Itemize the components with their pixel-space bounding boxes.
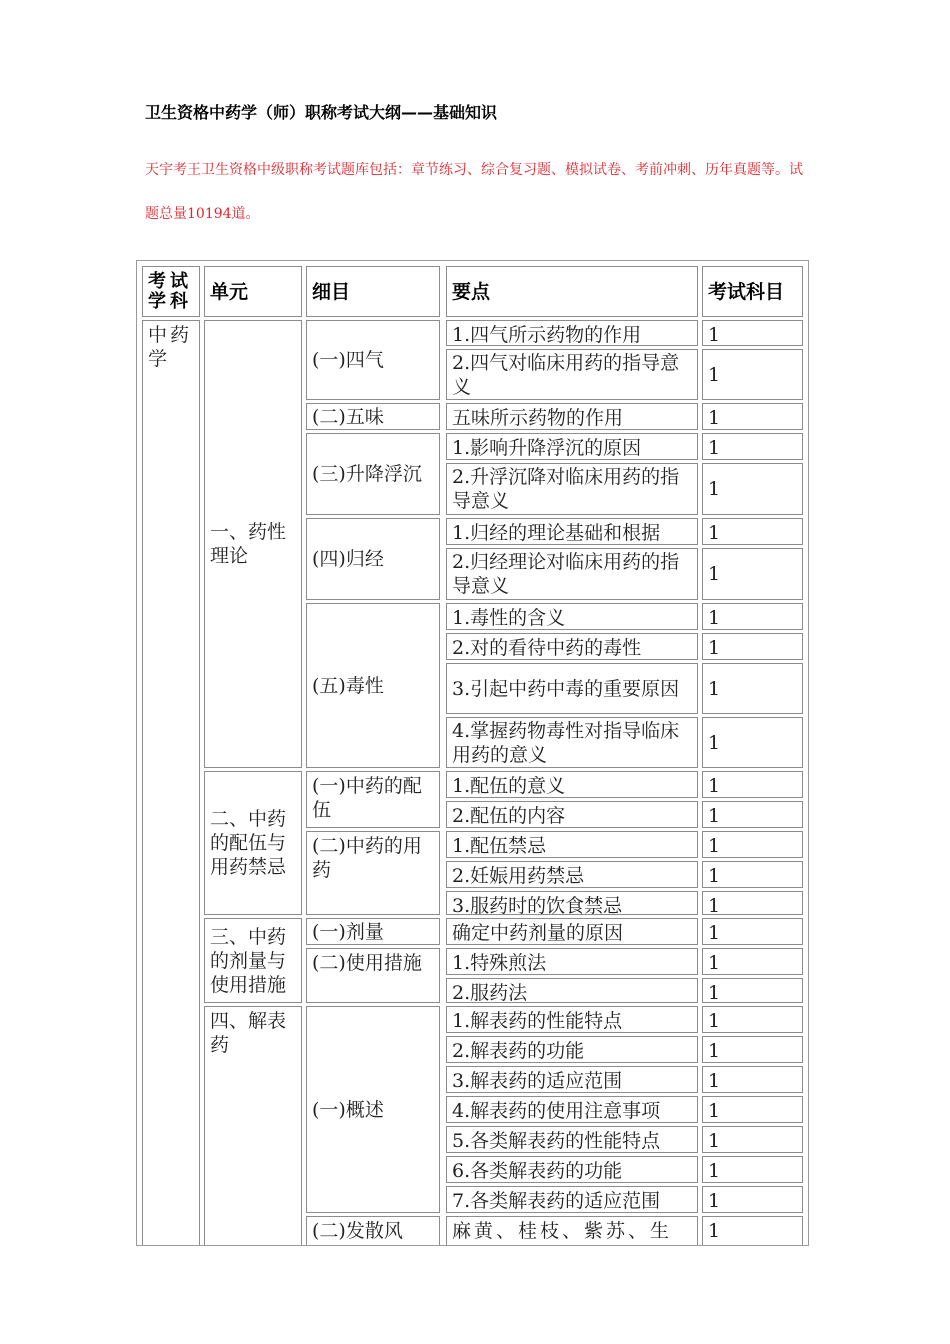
exam-cell: 1: [702, 403, 803, 430]
detail-cell: (五)毒性: [306, 603, 440, 768]
exam-cell: 1: [702, 1096, 803, 1123]
detail-cell: (一)中药的配伍: [306, 771, 440, 828]
exam-cell: 1: [702, 948, 803, 975]
point-cell: 2.归经理论对临床用药的指导意义: [446, 548, 698, 600]
document-title: 卫生资格中药学（师）职称考试大纲——基础知识: [145, 103, 498, 122]
exam-cell: 1: [702, 831, 803, 858]
point-cell: 2.妊娠用药禁忌: [446, 861, 698, 888]
point-cell: 2.服药法: [446, 978, 698, 1003]
detail-cell: (一)剂量: [306, 918, 440, 945]
exam-cell: 1: [702, 548, 803, 600]
header-exam: 考试科目: [702, 266, 803, 317]
exam-cell: 1: [702, 633, 803, 660]
exam-cell: 1: [702, 1006, 803, 1033]
point-cell: 1.毒性的含义: [446, 603, 698, 630]
point-cell: 3.解表药的适应范围: [446, 1066, 698, 1093]
syllabus-table: [136, 260, 809, 1246]
exam-cell: 1: [702, 663, 803, 714]
exam-cell: 1: [702, 1036, 803, 1063]
detail-cell: (四)归经: [306, 518, 440, 600]
detail-cell: (二)五味: [306, 403, 440, 430]
exam-cell: 1: [702, 861, 803, 888]
subject-cell: 中药学: [142, 320, 200, 1246]
point-cell: 2.四气对临床用药的指导意义: [446, 349, 698, 400]
header-detail: 细目: [306, 266, 440, 317]
unit-cell: 一、药性理论: [204, 320, 302, 768]
point-cell: 1.四气所示药物的作用: [446, 320, 698, 346]
point-cell: 确定中药剂量的原因: [446, 918, 698, 945]
point-cell: 1.配伍的意义: [446, 771, 698, 798]
point-cell: 6.各类解表药的功能: [446, 1156, 698, 1183]
point-cell: 五味所示药物的作用: [446, 403, 698, 430]
exam-cell: 1: [702, 801, 803, 828]
detail-cell: (二)发散风: [306, 1216, 440, 1246]
unit-cell: 四、解表药: [204, 1006, 302, 1246]
header-subject: 考试学科: [142, 266, 200, 317]
point-cell: 4.掌握药物毒性对指导临床用药的意义: [446, 717, 698, 768]
point-cell: 1.解表药的性能特点: [446, 1006, 698, 1033]
point-cell: 4.解表药的使用注意事项: [446, 1096, 698, 1123]
point-cell: 3.引起中药中毒的重要原因: [446, 663, 698, 714]
exam-cell: 1: [702, 1066, 803, 1093]
exam-cell: 1: [702, 603, 803, 630]
detail-cell: (三)升降浮沉: [306, 433, 440, 515]
detail-cell: (二)中药的用药: [306, 831, 440, 915]
exam-cell: 1: [702, 1216, 803, 1246]
header-unit: 单元: [204, 266, 302, 317]
point-cell: 2.对的看待中药的毒性: [446, 633, 698, 660]
detail-cell: (一)概述: [306, 1006, 440, 1213]
exam-cell: 1: [702, 1186, 803, 1213]
exam-cell: 1: [702, 891, 803, 915]
exam-cell: 1: [702, 433, 803, 460]
point-cell: 2.解表药的功能: [446, 1036, 698, 1063]
unit-cell: 三、中药的剂量与使用措施: [204, 918, 302, 1003]
exam-cell: 1: [702, 717, 803, 768]
point-cell: 3.服药时的饮食禁忌: [446, 891, 698, 915]
exam-cell: 1: [702, 978, 803, 1003]
point-cell: 麻黄、桂枝、紫苏、生: [446, 1216, 698, 1246]
exam-cell: 1: [702, 349, 803, 400]
unit-cell: 二、中药的配伍与用药禁忌: [204, 771, 302, 915]
point-cell: 2.配伍的内容: [446, 801, 698, 828]
header-point: 要点: [446, 266, 698, 317]
exam-cell: 1: [702, 320, 803, 346]
point-cell: 2.升浮沉降对临床用药的指导意义: [446, 463, 698, 515]
exam-cell: 1: [702, 518, 803, 545]
point-cell: 1.归经的理论基础和根据: [446, 518, 698, 545]
point-cell: 1.影响升降浮沉的原因: [446, 433, 698, 460]
point-cell: 1.配伍禁忌: [446, 831, 698, 858]
point-cell: 1.特殊煎法: [446, 948, 698, 975]
point-cell: 5.各类解表药的性能特点: [446, 1126, 698, 1153]
detail-cell: (一)四气: [306, 320, 440, 400]
detail-cell: (二)使用措施: [306, 948, 440, 1003]
exam-cell: 1: [702, 918, 803, 945]
exam-cell: 1: [702, 1156, 803, 1183]
intro-text: 天宇考王卫生资格中级职称考试题库包括：章节练习、综合复习题、模拟试卷、考前冲刺、历年真题等。试题总量10194道。: [145, 162, 803, 222]
point-cell: 7.各类解表药的适应范围: [446, 1186, 698, 1213]
exam-cell: 1: [702, 463, 803, 515]
exam-cell: 1: [702, 1126, 803, 1153]
exam-cell: 1: [702, 771, 803, 798]
